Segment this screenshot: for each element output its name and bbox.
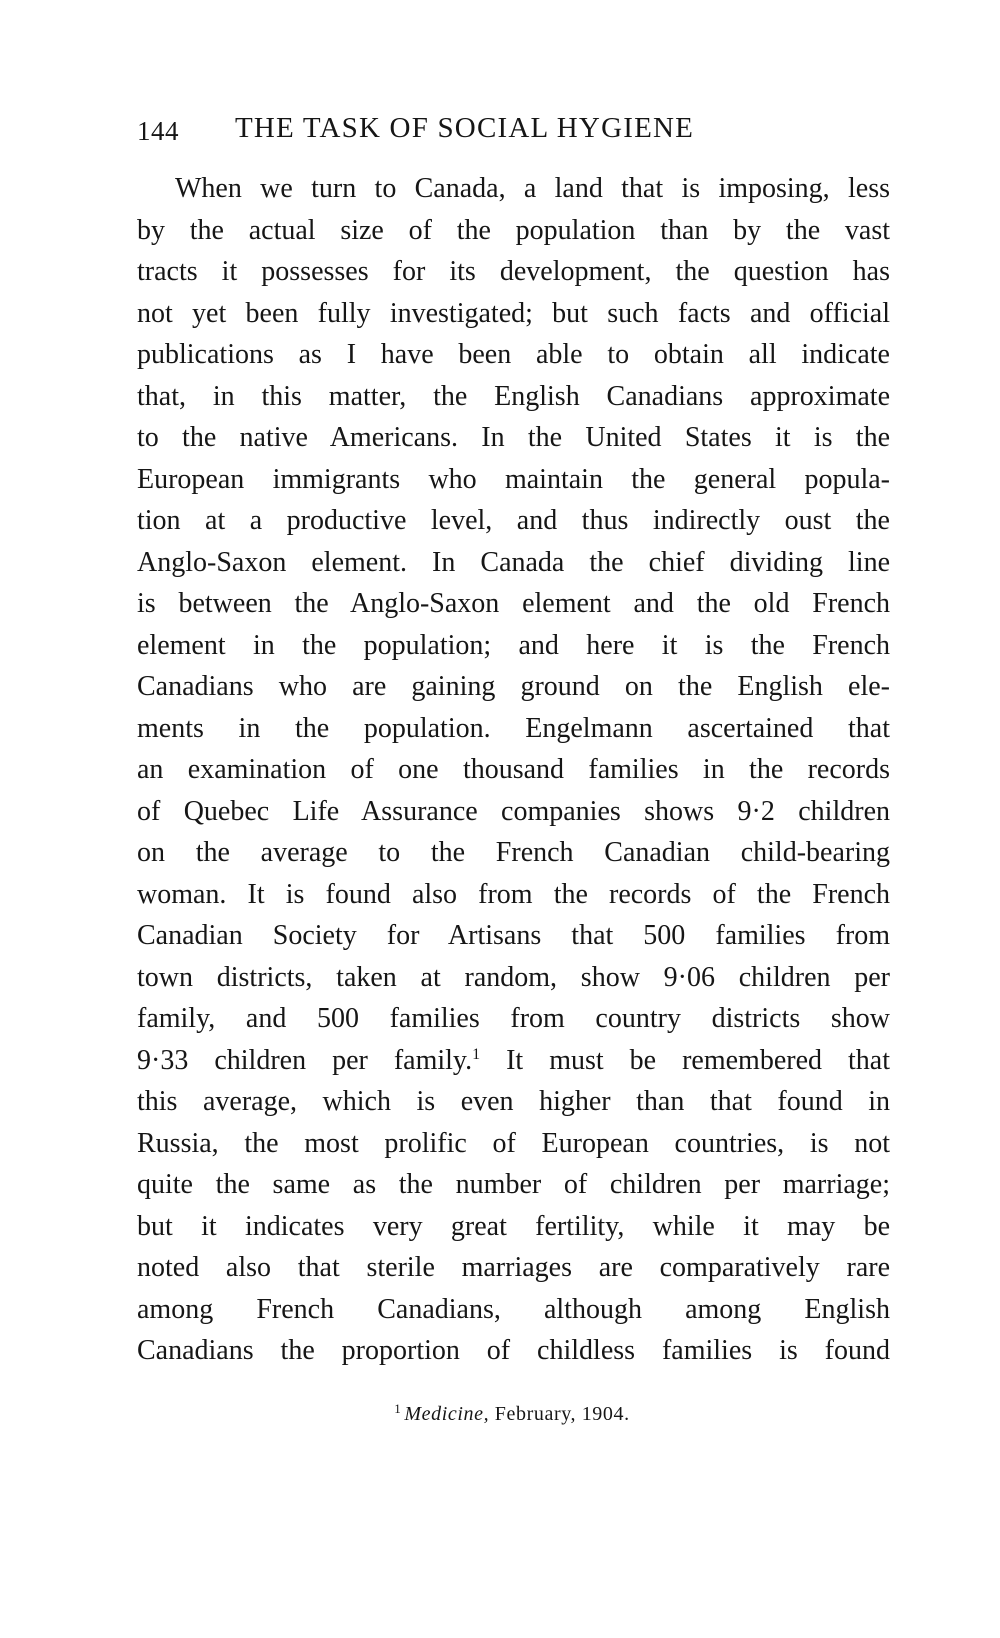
running-head [137, 112, 897, 156]
text-line: Russia, the most prolific of European countries, is not [137, 1127, 890, 1159]
text-line: tracts it possesses for its development, the question has [137, 256, 890, 287]
text-line: woman. It is found also from the records of the French [137, 878, 890, 910]
running-title: THE TASK OF SOCIAL HYGIENE [235, 112, 695, 144]
text-line: not yet been fully investigated; but such facts and official [137, 297, 890, 329]
footnote-reference[interactable]: 1 [472, 1045, 481, 1063]
text-line: by the actual size of the population than by the vast [137, 214, 890, 246]
text-line: of Quebec Life Assurance companies shows 9·2 children [137, 795, 890, 827]
text-line: this average, which is even higher than that found in [137, 1086, 890, 1117]
text-line: but it indicates very great fertility, while it may be [137, 1210, 890, 1242]
text-line: town districts, taken at random, show 9·06 children per [137, 961, 890, 993]
text-line: ments in the population. Engelmann ascertained that [137, 712, 890, 744]
text-line: on the average to the French Canadian child-bearing [137, 837, 890, 868]
footnote-marker: 1 [394, 1401, 402, 1416]
text-line: that, in this matter, the English Canadians approximate [137, 380, 890, 412]
text-line: Canadian Society for Artisans that 500 families from [137, 920, 890, 951]
body-paragraph [137, 168, 890, 1372]
text-line: is between the Anglo-Saxon element and the old French [137, 588, 890, 619]
text-line: among French Canadians, although among English [137, 1293, 890, 1325]
footnote-date: February, 1904. [489, 1403, 630, 1425]
text-segment: 9·33 children per family. [137, 1044, 473, 1076]
text-line: publications as I have been able to obtain all indicate [137, 339, 890, 370]
text-line: Canadians who are gaining ground on the English ele- [137, 671, 890, 702]
text-line: noted also that sterile marriages are comparatively rare [137, 1252, 890, 1283]
text-line: element in the population; and here it is the French [137, 629, 890, 661]
text-line: quite the same as the number of children per marriage; [137, 1169, 890, 1200]
text-line: European immigrants who maintain the general popula- [137, 463, 890, 495]
text-line: an examination of one thousand families in the records [137, 754, 890, 785]
text-line: Anglo-Saxon element. In Canada the chief dividing line [137, 546, 890, 578]
text-segment: It must be remembered that [480, 1044, 890, 1076]
text-line: family, and 500 families from country districts show [137, 1003, 890, 1034]
text-line: to the native Americans. In the United States it is the [137, 422, 890, 453]
page-number: 144 [137, 116, 179, 146]
text-line: Canadians the proportion of childless families is found [137, 1335, 890, 1366]
text-line-with-footnote [137, 1040, 890, 1082]
footnote [0, 1401, 1000, 1426]
footnote-source: Medicine, [404, 1403, 490, 1425]
text-line: tion at a productive level, and thus indirectly oust the [137, 505, 890, 536]
text-line: When we turn to Canada, a land that is imposing, less [175, 173, 890, 204]
